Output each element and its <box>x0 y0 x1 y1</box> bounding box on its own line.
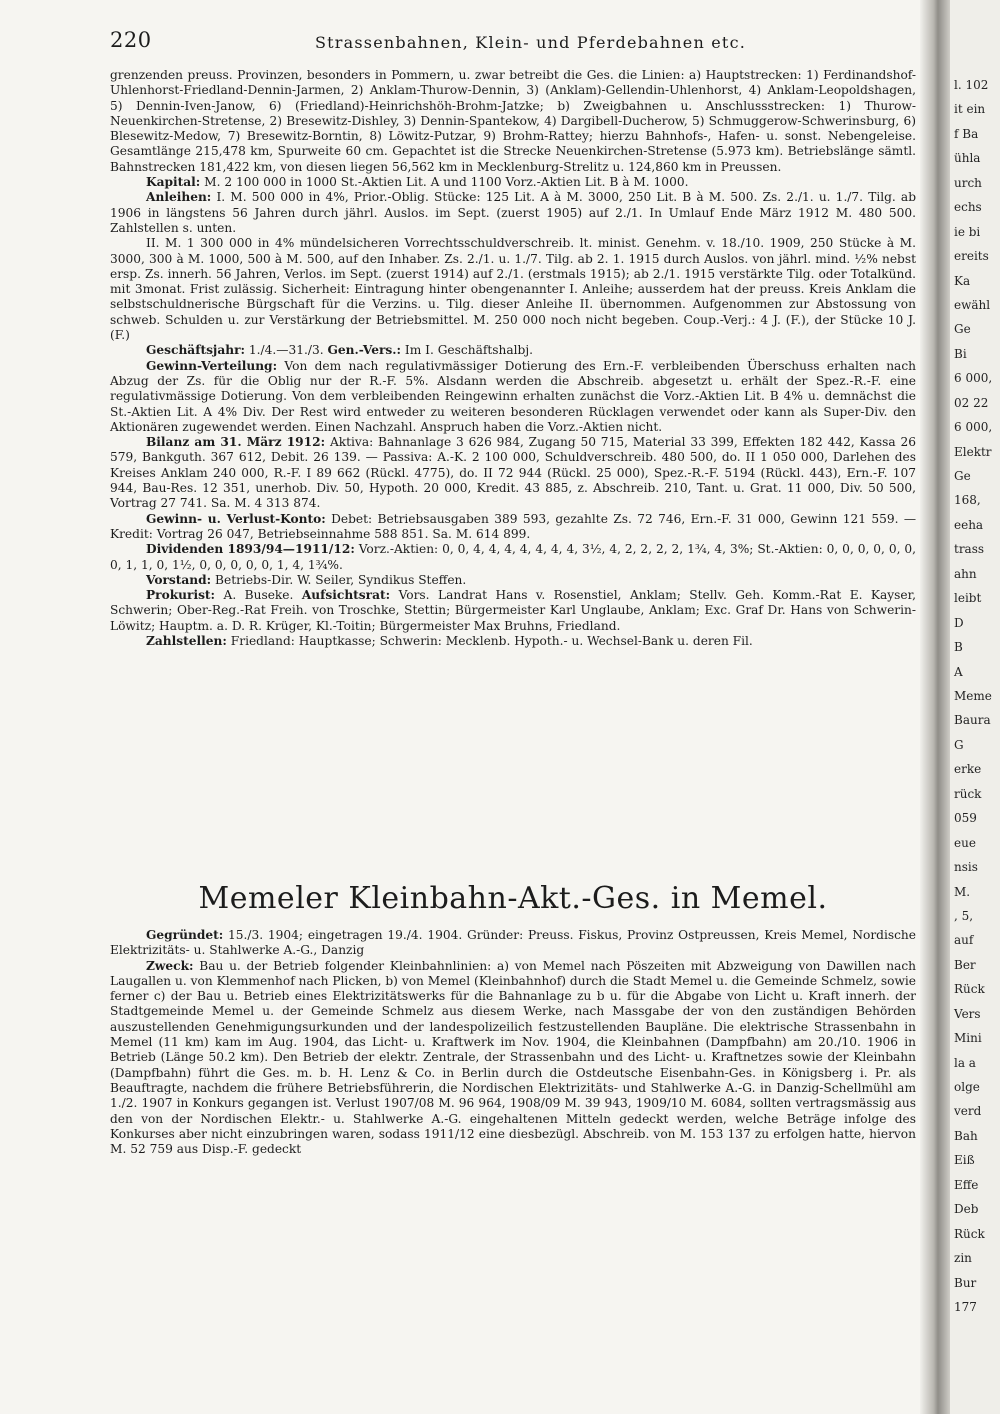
adjacent-page-fragment: 6 000, <box>954 371 993 385</box>
adjacent-page-fragment: verd <box>954 1104 982 1118</box>
bilanz-text: Aktiva: Bahnanlage 3 626 984, Zugang 50 715, Material 33 399, Effekten 182 442, Kassa 26 579, Bankguth. 367 612, Debit. 26 139. — Passiva: A.-K. 2 100 000, Schuldverschreib. 480 500, do. II 1 050 000, Darlehen des Kreises Anklam 240 000, R.-F. I 89 662 (Rückl. 4775), do. II 72 944 (Rückl. 25 000), Spez.-R.-F. 5194 (Rückl. 443), Ern.-F. 107 944, Bau-Res. 12 351, unerhob. Div. 50, Hypoth. 20 000, Kredit. 43 885, z. Abschreib. 210, Tant. u. Grat. 11 000, Div. 50 500, Vortrag 27 741. Sa. M. 4 313 874. <box>110 435 917 511</box>
gewinn-verteilung-text: Von dem nach regulativmässiger Dotierung des Ern.-F. verbleibenden Überschuss erhalten nach Abzug der Zs. für die Oblig nur der R.-F. 5%. Alsdann werden die Abschreib. abgesetzt u. erhält der Spez.-R.-F. eine regulativmässige Dotierung. Von dem verbleibenden Reingewinn erhalten zunächst die Vorz.-Aktien Lit. B 4% u. demnächst die St.-Aktien Lit. A 4% Div. Der Rest wird entweder zu weiteren besonderen Rücklagen verwendet oder kann als Super-Div. den Aktionären zugewendet werden. Einen Nachzahl. Anspruch haben die Vorz.-Aktien nicht. <box>110 358 916 434</box>
adjacent-page-fragment: zin <box>954 1251 972 1265</box>
adjacent-page-fragment: trass <box>954 542 985 556</box>
adjacent-page-fragment: la a <box>954 1056 976 1070</box>
adjacent-page-fragment: 6 000, <box>954 420 993 434</box>
anleihen-label: Anleihen: <box>146 190 212 205</box>
adjacent-page-fragment: M. <box>954 885 971 899</box>
adjacent-page-fragment: Rück <box>954 982 985 996</box>
adjacent-page-fragment: l. 102 <box>954 78 989 92</box>
adjacent-page-fragment: auf <box>954 933 974 947</box>
aufsichtsrat-label: Aufsichtsrat: <box>301 588 391 603</box>
prokurist-paragraph <box>110 588 916 634</box>
gewinn-verteilung-label: Gewinn-Verteilung: <box>146 358 278 373</box>
genvers-text: Im I. Geschäftshalbj. <box>404 343 533 358</box>
kapital-label: Kapital: <box>146 175 201 190</box>
adjacent-page-fragment: Rück <box>954 1227 985 1241</box>
book-gutter <box>920 0 950 1414</box>
geschaeftsjahr-text: 1./4.—31./3. <box>248 343 324 358</box>
adjacent-page-fragment: Mini <box>954 1031 982 1045</box>
adjacent-page-fragment: Deb <box>954 1202 979 1216</box>
adjacent-page-fragment: Vers <box>954 1007 981 1021</box>
company-title: Memeler Kleinbahn-Akt.-Ges. in Memel. <box>198 881 828 916</box>
vorstand-paragraph <box>110 573 916 588</box>
genvers-label: Gen.-Vers.: <box>327 343 402 358</box>
adjacent-page-fragment: 168, <box>954 493 981 507</box>
adjacent-page-fragment: Bur <box>954 1276 977 1290</box>
adjacent-page-fragment: f Ba <box>954 127 979 141</box>
bilanz-paragraph <box>110 435 916 511</box>
gewinn-verteilung-paragraph <box>110 359 916 435</box>
dividenden-text: Vorz.-Aktien: 0, 0, 4, 4, 4, 4, 4, 4, 4, 3½, 4, 2, 2, 2, 2, 1¾, 4, 3%; St.-Aktien: 0, 0, 0, 0, 0, 0, 0, 1, 1, 0, 1½, 0, 0, 0, 0, 0, 1, 4, 1¾%. <box>110 542 916 572</box>
adjacent-page-fragment: Eiß <box>954 1153 975 1167</box>
adjacent-page-fragment: rück <box>954 787 982 801</box>
zweck-text: Bau u. der Betrieb folgender Kleinbahnlinien: a) von Memel nach Pöszeiten mit Abzweigung von Dawillen nach Laugallen u. von Klemmenhof nach Plicken, b) von Memel (Kleinbahnhof) durch die Stadt Memel u. die Gemeinde Schmelz, sowie ferner c) der Bau u. Betrieb eines Elektrizitätswerks für die Bahnanlage zu b u. für die Abgabe von Licht u. Kraft innerh. der Stadtgemeinde Memel u. der Gemeinde Schmelz aus diesem Werke, nach Massgabe der von den zuständigen Behörden auszustellenden Genehmigungsurkunden und der landespolizeilich festzustellenden Baupläne. Die elektrische Strassenbahn in Memel (11 km) kam im Aug. 1904, das Licht- u. Kraftwerk im Nov. 1904, die Kleinbahnen (Dampfbahn) am 20./10. 1906 in Betrieb (Länge 50.2 km). Den Betrieb der elektr. Zentrale, der Strassenbahn und des Licht- u. Kraftnetzes sowie der Kleinbahn (Dampfbahn) führt die Ges. m. b. H. Lenz & Co. in Berlin durch die Ostdeutsche Eisenbahn-Ges. in Königsberg i. Pr. als Beauftragte, nachdem die frühere Betriebsführerin, die Nordischen Elektrizitäts- und Stahlwerke A.-G. in Danzig-Schellmühl am 1./2. 1907 in Konkurs gegangen ist. Verlust 1907/08 M. 96 964, 1908/09 M. 39 943, 1909/10 M. 6084, sollten vertragsmässig aus den von der Nordischen Elektr.- u. Stahlwerke A.-G. eingehaltenen Mitteln gedeckt werden, welche Beträge infolge des Konkurses aber nicht einzubringen waren, sodass 1911/12 eine diesbezügl. Abschreib. von M. 153 137 zu erfolgen hatte, hiervon M. 52 759 aus Disp.-F. gedeckt <box>110 958 917 1157</box>
kapital-paragraph <box>110 175 916 190</box>
adjacent-page-fragment: Effe <box>954 1178 979 1192</box>
zahlstellen-text: Friedland: Hauptkasse; Schwerin: Mecklenb. Hypoth.- u. Wechsel-Bank u. deren Fil. <box>230 633 753 648</box>
page-header <box>110 28 910 58</box>
adjacent-page-fragment: urch <box>954 176 982 190</box>
adjacent-page-fragment: Bi <box>954 347 967 361</box>
railway-lines-paragraph: grenzenden preuss. Provinzen, besonders in Pommern, u. zwar betreibt die Ges. die Linien: a) Hauptstrecken: 1) Ferdinandshof-Uhlenhorst-Friedland-Dennin-Jarmen, 2) Anklam-Thurow-Dennin, 3) (Anklam)-Gellendin-Uhlenhorst, 4) Anklam-Leopoldshagen, 5) Dennin-Iven-Janow, 6) (Friedland)-Heinrichshöh-Brohm-Jatzke; b) Zweigbahnen u. Anschlussstrecken: 1) Thurow-Neuenkirchen-Stretense, 2) Bresewitz-Dishley, 3) Dennin-Spantekow, 4) Dargibell-Ducherow, 5) Schmuggerow-Schwerinsburg, 6) Blesewitz-Medow, 7) Bresewitz-Borntin, 8) Löwitz-Putzar, 9) Brohm-Rattey; hierzu Bahnhofs-, Hafen- u. sonst. Nebengeleise. Gesamtlänge 215,478 km, Spurweite 60 cm. Gepachtet ist die Strecke Neuenkirchen-Stretense (5.973 km). Betriebslänge sämtl. Bahnstrecken 181,422 km, von diesen liegen 56,562 km in Mecklenburg-Strelitz u. 124,860 km in Preussen. <box>110 68 916 174</box>
adjacent-page-fragment: D <box>954 616 964 630</box>
zweck-paragraph <box>110 959 916 1158</box>
kapital-text: M. 2 100 000 in 1000 St.-Aktien Lit. A und 1100 Vorz.-Aktien Lit. B à M. 1000. <box>204 175 689 190</box>
adjacent-page-fragment: echs <box>954 200 982 214</box>
adjacent-page-fragment: Meme <box>954 689 992 703</box>
zahlstellen-label: Zahlstellen: <box>146 633 227 648</box>
adjacent-page-fragment: Baura <box>954 713 991 727</box>
anleihen-text: I. M. 500 000 in 4%, Prior.-Oblig. Stücke: 125 Lit. A à M. 3000, 250 Lit. B à M. 500. Zs. 2./1. u. 1./7. Tilg. ab 1906 in längstens 56 Jahren durch jährl. Auslos. im Sept. (zuerst 1905) auf 2./1. In Umlauf Ende März 1912 M. 480 500. Zahlstellen s. unten. <box>110 190 917 235</box>
running-title: Strassenbahnen, Klein- und Pferdebahnen etc. <box>315 33 747 52</box>
adjacent-page-fragment: Ge <box>954 322 971 336</box>
vorstand-label: Vorstand: <box>146 572 212 587</box>
zweck-label: Zweck: <box>146 958 194 973</box>
bilanz-label: Bilanz am 31. März 1912: <box>146 435 326 450</box>
adjacent-page-fragment: Ber <box>954 958 976 972</box>
section-2-body <box>110 880 916 1157</box>
adjacent-page-fragment: ahn <box>954 567 977 581</box>
adjacent-page-fragment: erke <box>954 762 982 776</box>
adjacent-page-fragment: Bah <box>954 1129 978 1143</box>
adjacent-page-fragment: Elektr <box>954 445 992 459</box>
gegruendet-paragraph <box>110 928 916 959</box>
gegruendet-label: Gegründet: <box>146 928 224 942</box>
adjacent-page-fragment: olge <box>954 1080 980 1094</box>
guv-text: Debet: Betriebsausgaben 389 593, gezahlte Zs. 72 746, Ern.-F. 31 000, Gewinn 121 559. — Kredit: Vortrag 26 047, Betriebseinnahme 588 851. Sa. M. 614 899. <box>110 511 917 541</box>
prokurist-label: Prokurist: <box>146 588 216 603</box>
adjacent-page-fragment: it ein <box>954 102 986 116</box>
zahlstellen-paragraph <box>110 634 916 649</box>
gegruendet-text: 15./3. 1904; eingetragen 19./4. 1904. Gründer: Preuss. Fiskus, Provinz Ostpreussen, Kreis Memel, Nordische Elektrizitäts- u. Stahlwerke A.-G., Danzig <box>110 928 916 958</box>
adjacent-page-fragment: leibt <box>954 591 982 605</box>
adjacent-page-fragment: eeha <box>954 518 984 532</box>
guv-label: Gewinn- u. Verlust-Konto: <box>146 511 326 526</box>
adjacent-page-fragment: Ge <box>954 469 971 483</box>
adjacent-page-fragment: ühla <box>954 151 981 165</box>
adjacent-page-fragment: A <box>954 665 963 679</box>
adjacent-page-fragment: eue <box>954 836 976 850</box>
adjacent-page-fragment: 02 22 <box>954 396 989 410</box>
adjacent-page-fragment: Ka <box>954 274 971 288</box>
adjacent-page-fragment: 177 <box>954 1300 977 1314</box>
anleihen-paragraph <box>110 190 916 236</box>
page-number: 220 <box>110 28 152 52</box>
adjacent-page-fragment: ereits <box>954 249 989 263</box>
anleihen-ii-paragraph: II. M. 1 300 000 in 4% mündelsicheren Vorrechtsschuldverschreib. lt. minist. Genehm. v. 18./10. 1909, 250 Stücke à M. 3000, 300 à M. 1000, 500 à M. 500, auf den Inhaber. Zs. 2./1. u. 1./7. Tilg. ab 2. 1. 1915 durch Auslos. von jährl. mind. ½% nebst ersp. Zs. innerh. 56 Jahren, Verlos. im Sept. (zuerst 1914) auf 2./1. (erstmals 1915); ab 2./1. 1915 verstärkte Tilg. oder Totalkünd. mit 3monat. Frist zulässig. Sicherheit: Eintragung hinter obengenannter I. Anleihe; ausserdem hat der preuss. Kreis Anklam die selbstschuldnerische Bürgschaft für die Verzins. u. Tilg. dieser Anleihe II. übernommen. Aufgenommen zur Abstossung von schweb. Schulden u. zur Verstärkung der Betriebsmittel. M. 250 000 noch nicht begeben. Coup.-Verj.: 4 J. (F.), der Stücke 10 J. (F.) <box>110 236 916 343</box>
prokurist-text: A. Buseke. <box>223 588 294 603</box>
guv-paragraph <box>110 512 916 543</box>
adjacent-page-edge <box>950 0 1000 1414</box>
dividenden-label: Dividenden 1893/94—1911/12: <box>146 542 355 557</box>
geschaeftsjahr-paragraph <box>110 343 916 358</box>
adjacent-page-fragment: ie bi <box>954 225 981 239</box>
vorstand-text: Betriebs-Dir. W. Seiler, Syndikus Steffen. <box>215 572 467 587</box>
section-1-body <box>110 68 916 649</box>
adjacent-page-fragment: B <box>954 640 963 654</box>
dividenden-paragraph <box>110 542 916 573</box>
adjacent-page-fragment: ewähl <box>954 298 991 312</box>
aufsichtsrat-text: Vors. Landrat Hans v. Rosenstiel, Anklam; Stellv. Geh. Komm.-Rat E. Kayser, Schwerin; Ober-Reg.-Rat Freih. von Troschke, Stettin; Bürgermeister Karl Unglaube, Anklam; Exc. Graf Dr. Hans von Schwerin-Löwitz; Hauptm. a. D. R. Krüger, Kl.-Toitin; Bürgermeister Max Bruhns, Friedland. <box>110 588 917 633</box>
adjacent-page-fragment: G <box>954 738 964 752</box>
adjacent-page-fragment: , 5, <box>954 909 974 923</box>
adjacent-page-fragment: 059 <box>954 811 977 825</box>
adjacent-page-fragment: nsis <box>954 860 978 874</box>
geschaeftsjahr-label: Geschäftsjahr: <box>146 343 246 358</box>
